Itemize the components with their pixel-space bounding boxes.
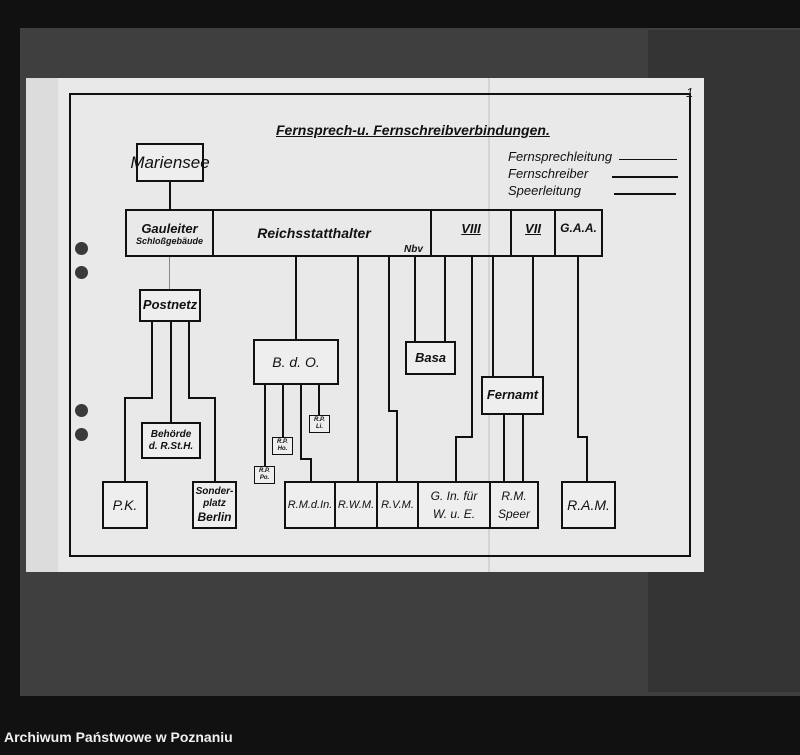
rm-speer-box bbox=[489, 481, 539, 529]
connector-viii-h bbox=[455, 436, 473, 438]
sonderplatz-label-line2: platz bbox=[203, 497, 226, 509]
connector-mariensee bbox=[169, 181, 171, 210]
rmdin-box bbox=[284, 481, 336, 529]
page-number: 1 bbox=[686, 85, 694, 100]
connector-fernamt-rm-right bbox=[522, 414, 524, 482]
basa-box bbox=[405, 341, 456, 375]
gin-label-line2: W. u. E. bbox=[432, 507, 476, 521]
rp-ho-label-line2: Ho. bbox=[277, 446, 288, 452]
archive-watermark: Archiwum Państwowe w Poznaniu bbox=[4, 729, 233, 745]
behoerde-box bbox=[141, 422, 201, 459]
ram-box bbox=[561, 481, 616, 529]
behoerde-label-line2: d. R.St.H. bbox=[148, 440, 194, 452]
basa-label: Basa bbox=[414, 349, 447, 365]
rp-li-box bbox=[309, 415, 330, 433]
behoerde-label-line1: Behörde bbox=[150, 429, 192, 440]
connector-bdo-rppo bbox=[264, 383, 266, 468]
connector-fernamt-rm-left bbox=[503, 414, 505, 482]
connector-postnetz-behoerde bbox=[170, 320, 172, 423]
connector-bdo bbox=[295, 257, 297, 340]
connector-fernamt-left bbox=[492, 257, 494, 377]
fernamt-label: Fernamt bbox=[486, 387, 539, 403]
rwm-label: R.W.M. bbox=[337, 498, 375, 511]
postnetz-box bbox=[139, 289, 201, 322]
rvm-label: R.V.M. bbox=[381, 498, 414, 511]
mariensee-box bbox=[130, 143, 210, 182]
connector-bdo-down bbox=[300, 383, 302, 459]
connector-to-rmdin bbox=[310, 458, 312, 482]
connector-gaa bbox=[577, 257, 579, 437]
vii-label: VII bbox=[525, 220, 541, 236]
connector-rvm-upper bbox=[388, 257, 390, 411]
connector-to-ram bbox=[586, 436, 588, 482]
sheet-binding-edge bbox=[26, 78, 58, 572]
legend-line-teleprinter bbox=[612, 176, 678, 178]
connector-postnetz-left bbox=[151, 320, 153, 398]
gauleiter-sublabel: Schloßgebäude bbox=[135, 235, 203, 246]
rp-ho-label-line1: R.P. bbox=[277, 439, 288, 446]
gaa-label: G.A.A. bbox=[560, 221, 597, 235]
diagram-title: Fernsprech-u. Fernschreibverbindungen. bbox=[276, 122, 550, 138]
rmdin-label: R.M.d.In. bbox=[287, 498, 333, 511]
connector-postnetz-right-h bbox=[188, 397, 216, 399]
legend-label-speer: Speerleitung bbox=[508, 183, 581, 198]
connector-to-pk bbox=[124, 397, 126, 482]
legend-line-speer bbox=[614, 193, 676, 195]
connector-postnetz-right bbox=[188, 320, 190, 398]
rp-po-label-line2: Po. bbox=[259, 475, 270, 481]
sonderplatz-box bbox=[192, 481, 237, 529]
rm-speer-label-line2: Speer bbox=[497, 507, 531, 521]
viii-cell bbox=[430, 209, 512, 257]
gin-box bbox=[417, 481, 491, 529]
pk-label: P.K. bbox=[112, 496, 138, 513]
rwm-box bbox=[334, 481, 378, 529]
legend-line-telephone bbox=[619, 159, 677, 160]
connector-to-rvm bbox=[396, 410, 398, 482]
legend-label-teleprinter: Fernschreiber bbox=[508, 166, 589, 181]
mariensee-label: Mariensee bbox=[130, 152, 210, 172]
reichsstatthalter-label: Reichsstatthalter bbox=[257, 225, 371, 241]
reichsstatthalter-cell bbox=[212, 209, 432, 257]
viii-label: VIII bbox=[461, 220, 481, 236]
vii-cell bbox=[510, 209, 556, 257]
connector-basa bbox=[414, 257, 416, 341]
ram-label: R.A.M. bbox=[567, 496, 610, 513]
connector-basa-right bbox=[444, 257, 446, 341]
rp-po-box bbox=[254, 466, 275, 484]
postnetz-label: Postnetz bbox=[142, 297, 198, 313]
bdo-box bbox=[253, 339, 339, 385]
pk-box bbox=[102, 481, 148, 529]
gauleiter-label: Gauleiter bbox=[141, 220, 198, 236]
connector-fernamt-right bbox=[532, 257, 534, 377]
rp-ho-box bbox=[272, 437, 293, 455]
connector-viii bbox=[471, 257, 473, 437]
gin-label-line1: G. In. für bbox=[430, 489, 478, 503]
gaa-cell bbox=[554, 209, 603, 257]
sonderplatz-label-line1: Sonder- bbox=[195, 485, 234, 497]
rp-li-label-line2: Li. bbox=[316, 424, 323, 430]
connector-to-gin bbox=[455, 436, 457, 482]
gauleiter-cell bbox=[125, 209, 214, 257]
rm-speer-label-line1: R.M. bbox=[501, 489, 527, 503]
rp-po-label-line1: R.P. bbox=[259, 468, 270, 475]
nbv-label: Nbv bbox=[404, 244, 423, 255]
rvm-box bbox=[376, 481, 419, 529]
connector-gauleiter-postnetz bbox=[169, 257, 170, 289]
connector-postnetz-left-h bbox=[124, 397, 153, 399]
fernamt-box bbox=[481, 376, 544, 415]
connector-to-rwm bbox=[357, 257, 359, 482]
sonderplatz-label-line3: Berlin bbox=[197, 509, 232, 524]
rp-li-label-line1: R.P. bbox=[314, 417, 325, 424]
connector-bdo-rpli bbox=[318, 383, 320, 417]
connector-bdo-rpho bbox=[282, 383, 284, 439]
legend-label-telephone: Fernsprechleitung bbox=[508, 149, 613, 164]
bdo-label: B. d. O. bbox=[272, 353, 320, 370]
connector-to-sonderplatz bbox=[214, 397, 216, 481]
